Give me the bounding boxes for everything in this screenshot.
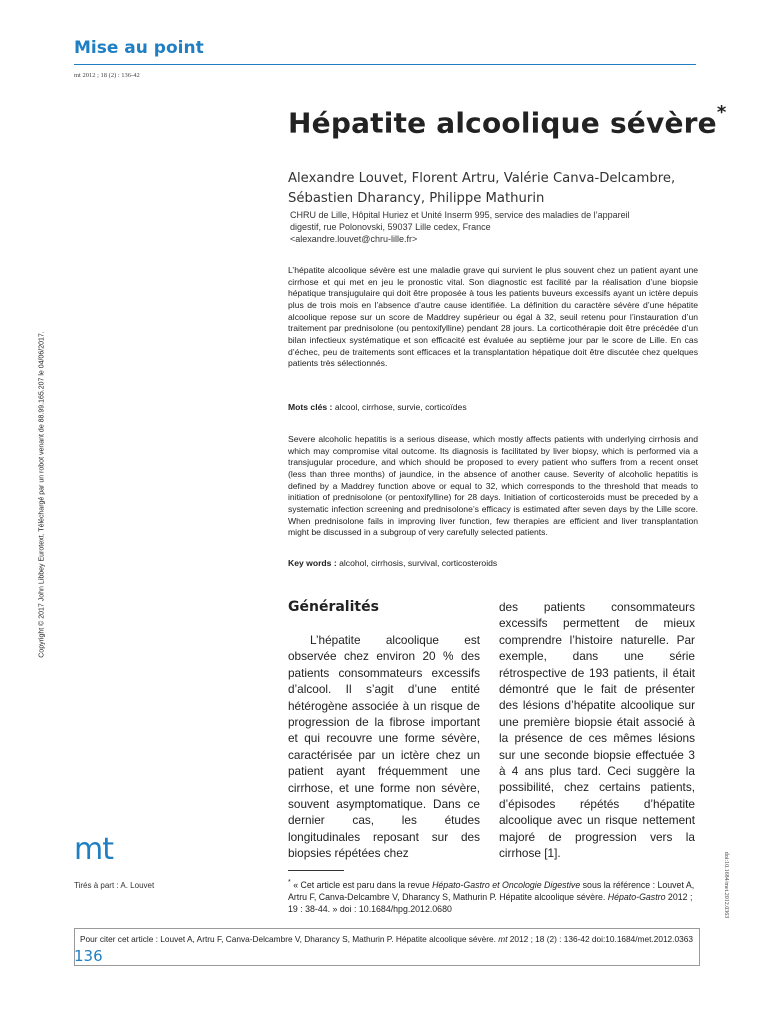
author-email[interactable]: <alexandre.louvet@chru-lille.fr> [290, 234, 418, 244]
article-title [288, 102, 727, 140]
side-doi: doi:10.1684/met.2012.0363 [723, 851, 729, 919]
authors-line-1: Alexandre Louvet, Florent Artru, Valérie Canva-Delcambre, [288, 171, 676, 186]
keywords-french-list: alcool, cirrhose, survie, corticoïdes [334, 402, 467, 412]
footnote-post: 2012 ; 19 : 38-44. » doi : 10.1684/hpg.2012.0680 [288, 891, 693, 914]
abstract-french: L’hépatite alcoolique sévère est une maladie grave qui survient le plus souvent chez un patient ayant une cirrhose et qui met en jeu le pronostic vital. Son diagnostic est facilité par la réalisation d’une biopsie hépatique transjugulaire qui doit être proposée à tous les patients buveurs excessifs ayant un ictère depuis plus de trois mois en l’absence d’autre cause identifiée. La définition du caractère sévère d’une hépatite alcoolique repose sur un score de Maddrey supérieur ou égal à 32, seuil retenu pour l’instauration d’un traitement par prednisolone (ou pentoxifylline) pendant 28 jours. La corticothérapie doit être précédée d’un bilan infectieux systématique et son efficacité est évaluée au septième jour par le score de Lille. En cas d’échec, peu de traitements sont efficaces et la transplantation hépatique doit être discutée chez quelques patients très sélectionnés. [288, 265, 698, 369]
citation-journal: mt [498, 934, 508, 944]
header-rule [74, 64, 696, 65]
body-column-2: des patients consommateurs excessifs permettent de mieux comprendre l’histoire naturelle. Par exemple, dans une série rétrospective de 193 patients, il était démontré que le fait de présenter des lésions d’hépatite alcoolique sur une première biopsie était associé à la présence de ces mêmes lésions sur une seconde biopsie effectuée 3 à 4 ans plus tard. Ceci suggère la possibilité, chez certains patients, d’épisodes répétés d’hépatite alcoolique avec un risque nettement majoré de progression vers la cirrhose [1]. [499, 600, 695, 861]
affiliation-line-1: CHRU de Lille, Hôpital Huriez et Unité Inserm 995, service des maladies de l’appareil [290, 210, 630, 220]
footnote-journal-short: Hépato-Gastro [607, 891, 666, 902]
authors [288, 169, 708, 209]
authors-line-2: Sébastien Dharancy, Philippe Mathurin [288, 191, 545, 206]
page-number: 136 [74, 947, 103, 965]
section-label: Mise au point [74, 38, 204, 58]
copyright-notice: Copyright © 2017 John Libbey Eurotext. Téléchargé par un robot venant de 88.99.165.207 le 04/06/2017. [38, 331, 46, 658]
journal-logo: mt [74, 832, 113, 867]
citation-text [80, 933, 694, 945]
footnote-pre: « Cet article est paru dans la revue [293, 879, 433, 890]
footnote-mid: sous la référence : Louvet A, Artru F, Canva-Delcambre V, Dharancy S, Mathurin P. Hépatite alcoolique sévère. [288, 879, 695, 902]
affiliation [290, 209, 710, 245]
citation-pre: Pour citer cet article : Louvet A, Artru F, Canva-Delcambre V, Dharancy S, Mathurin P. Hépatite alcoolique sévère. [80, 934, 499, 944]
citation-post: 2012 ; 18 (2) : 136-42 doi:10.1684/met.2012.0363 [507, 934, 693, 944]
abstract-english: Severe alcoholic hepatitis is a serious disease, which mostly affects patients with underlying cirrhosis and which may compromise vital outcome. Its diagnosis is facilitated by liver biopsy, which is performed via a transjugular procedure, and which should be proposed to every patient who suffers from a recent onset (less than three months) of jaundice, in the absence of another cause. Severity of alcoholic hepatitis is defined by a Maddrey function above or equal to 32, which corresponds to the threshold that meads to initiation of prednisolone (or pentoxifylline) for 28 days. Initiation of corticosteroids must be preceded by a systematic infection screening and prednisolone’s efficacy is estimated after seven days by the Lille score. When prednisolone fails in improving liver function, few therapies are efficient and liver transplantation might be discussed in a subgroup of very carefully selected patients. [288, 434, 698, 538]
section-heading: Généralités [288, 599, 379, 615]
keywords-english-label: Key words : [288, 558, 337, 568]
keywords-french-label: Mots clés : [288, 402, 333, 412]
journal-reference: mt 2012 ; 18 (2) : 136-42 [74, 72, 140, 79]
title-text: Hépatite alcoolique sévère [288, 106, 717, 140]
footnote-journal: Hépato-Gastro et Oncologie Digestive [432, 879, 581, 890]
keywords-french [288, 402, 698, 412]
keywords-english-list: alcohol, cirrhosis, survival, corticosteroids [339, 558, 498, 568]
keywords-english [288, 558, 698, 568]
title-footnote-marker[interactable]: * [716, 102, 727, 123]
footnote [288, 877, 698, 915]
body-column-1: L’hépatite alcoolique est observée chez environ 20 % des patients consommateurs excessifs d’alcool. Il s’agit d’une entité hétérogène associée à un risque de progression de la fibrose important et qui recouvre une forme sévère, caractérisée par un ictère chez un patient ayant fréquemment une cirrhose, et une forme non sévère, souvent asymptomatique. Dans ce dernier cas, les études longitudinales reposant sur des biopsies répétées chez [288, 633, 480, 861]
reprint-contact: Tirés à part : A. Louvet [74, 881, 155, 890]
affiliation-line-2: digestif, rue Polonovski, 59037 Lille cedex, France [290, 222, 491, 232]
footnote-rule [288, 870, 344, 871]
footnote-marker: * [288, 879, 291, 886]
